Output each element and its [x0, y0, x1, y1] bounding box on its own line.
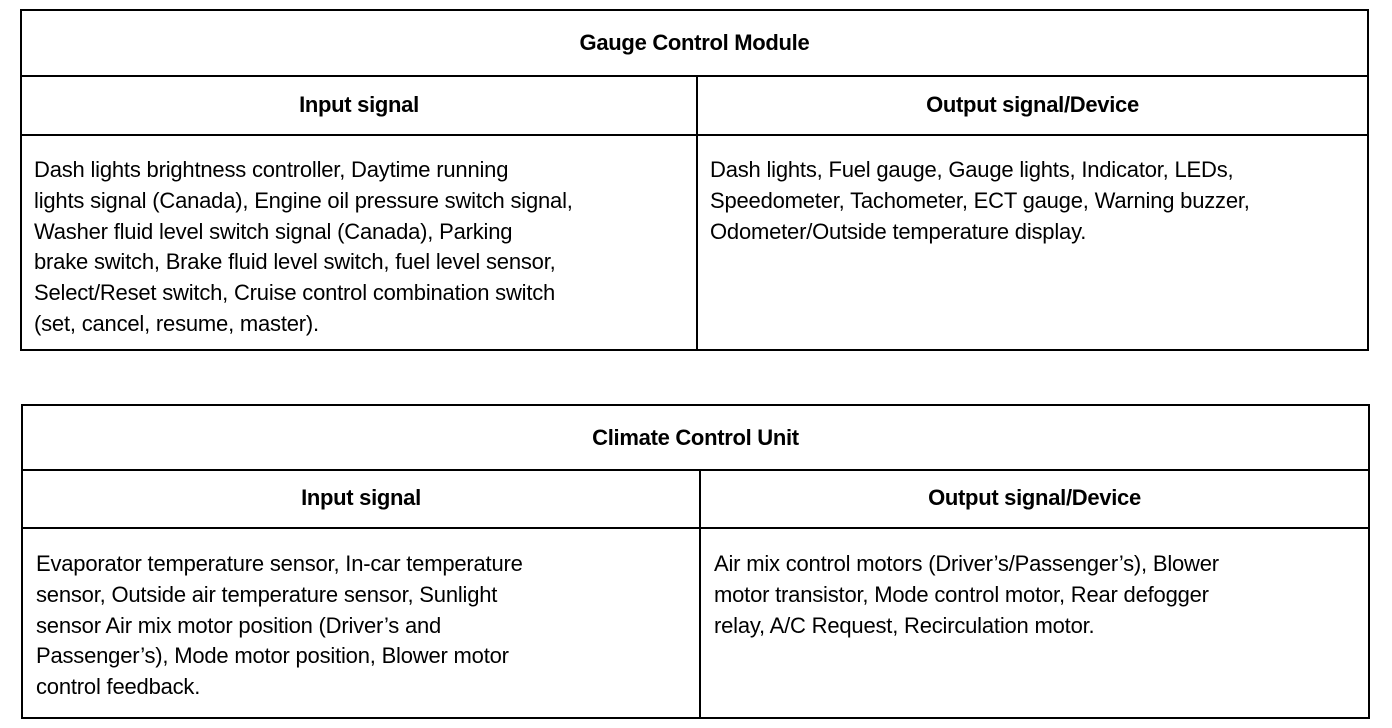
table-title: Climate Control Unit — [23, 406, 1368, 471]
text-line: Dash lights, Fuel gauge, Gauge lights, Indicator, LEDs, — [710, 157, 1234, 182]
gauge-control-module-table — [20, 9, 1369, 351]
text-line: Evaporator temperature sensor, In-car temperature — [36, 551, 523, 576]
text-line: motor transistor, Mode control motor, Rear defogger — [714, 581, 1209, 607]
text-line: relay, A/C Request, Recirculation motor. — [714, 612, 1095, 638]
climate-control-unit-table — [21, 404, 1370, 719]
output-signal-cell — [699, 529, 1368, 717]
output-signal-header: Output signal/Device — [699, 469, 1368, 529]
text-line: Air mix control motors (Driver’s/Passenger’s), Blower — [714, 551, 1219, 576]
text-line: control feedback. — [36, 674, 201, 700]
table-title: Gauge Control Module — [22, 11, 1367, 77]
text-line: lights signal (Canada), Engine oil pressure switch signal, — [34, 187, 573, 213]
text-line: Speedometer, Tachometer, ECT gauge, Warning buzzer, — [710, 187, 1250, 213]
input-signal-header: Input signal — [22, 75, 696, 136]
output-signal-cell — [696, 136, 1367, 349]
text-line: Select/Reset switch, Cruise control combination switch — [34, 280, 556, 306]
text-line: sensor Air mix motor position (Driver’s and — [36, 612, 442, 638]
text-line: sensor, Outside air temperature sensor, Sunlight — [36, 581, 498, 607]
text-line: Dash lights brightness controller, Daytime running — [34, 157, 509, 182]
text-line: Passenger’s), Mode motor position, Blower motor — [36, 643, 509, 669]
input-signal-cell — [22, 136, 696, 349]
input-signal-header: Input signal — [23, 469, 699, 529]
input-signal-cell — [23, 529, 699, 717]
text-line: Washer fluid level switch signal (Canada), Parking — [34, 218, 513, 244]
text-line: brake switch, Brake fluid level switch, fuel level sensor, — [34, 249, 556, 275]
output-signal-header: Output signal/Device — [696, 75, 1367, 136]
text-line: (set, cancel, resume, master). — [34, 310, 319, 336]
text-line: Odometer/Outside temperature display. — [710, 218, 1087, 244]
